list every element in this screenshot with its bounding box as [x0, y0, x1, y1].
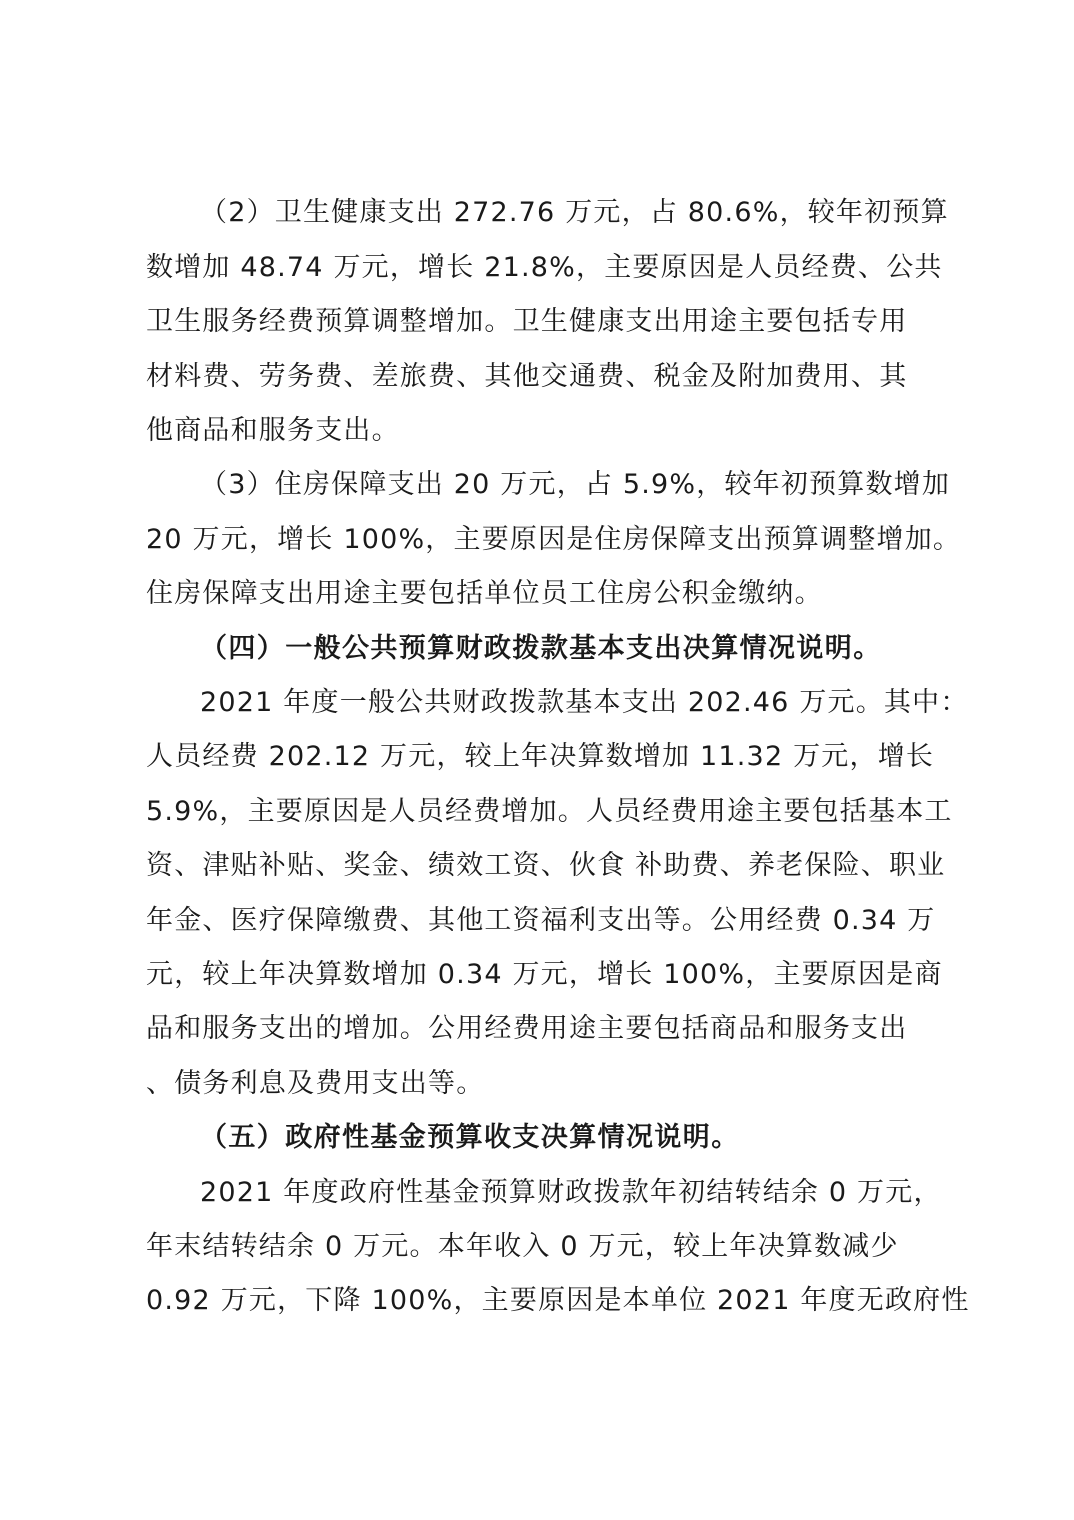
paragraph-line: 5.9%，主要原因是人员经费增加。人员经费用途主要包括基本工 [146, 796, 953, 827]
section-heading: （五）政府性基金预算收支决算情况说明。 [200, 1122, 740, 1153]
paragraph-line: 品和服务支出的增加。公用经费用途主要包括商品和服务支出 [146, 1013, 908, 1044]
paragraph-line: 人员经费 202.12 万元，较上年决算数增加 11.32 万元，增长 [146, 741, 935, 772]
paragraph-line: 年金、医疗保障缴费、其他工资福利支出等。公用经费 0.34 万 [146, 905, 936, 936]
paragraph-line: （3）住房保障支出 20 万元，占 5.9%，较年初预算数增加 [200, 469, 951, 500]
paragraph-line: 年末结转结余 0 万元。本年收入 0 万元，较上年决算数减少 [146, 1231, 899, 1262]
paragraph-line: 、债务利息及费用支出等。 [146, 1068, 485, 1099]
paragraph-line: 元，较上年决算数增加 0.34 万元，增长 100%，主要原因是商 [146, 959, 943, 990]
paragraph-line: 2021 年度政府性基金预算财政拨款年初结转结余 0 万元， [200, 1177, 942, 1208]
section-heading: （四）一般公共预算财政拨款基本支出决算情况说明。 [200, 633, 882, 664]
paragraph-line: 数增加 48.74 万元，增长 21.8%，主要原因是人员经费、公共 [146, 252, 943, 283]
paragraph-line: 材料费、劳务费、差旅费、其他交通费、税金及附加费用、其 [146, 361, 908, 392]
paragraph-line: 他商品和服务支出。 [146, 415, 400, 446]
paragraph-line: （2）卫生健康支出 272.76 万元，占 80.6%，较年初预算 [200, 197, 949, 228]
paragraph-line: 资、津贴补贴、奖金、绩效工资、伙食 补助费、养老保险、职业 [146, 850, 946, 881]
paragraph-line: 住房保障支出用途主要包括单位员工住房公积金缴纳。 [146, 578, 823, 609]
paragraph-line: 20 万元，增长 100%，主要原因是住房保障支出预算调整增加。 [146, 524, 962, 555]
paragraph-line: 卫生服务经费预算调整增加。卫生健康支出用途主要包括专用 [146, 306, 908, 337]
paragraph-line: 2021 年度一般公共财政拨款基本支出 202.46 万元。其中： [200, 687, 969, 718]
paragraph-line: 0.92 万元，下降 100%，主要原因是本单位 2021 年度无政府性 [146, 1285, 970, 1316]
